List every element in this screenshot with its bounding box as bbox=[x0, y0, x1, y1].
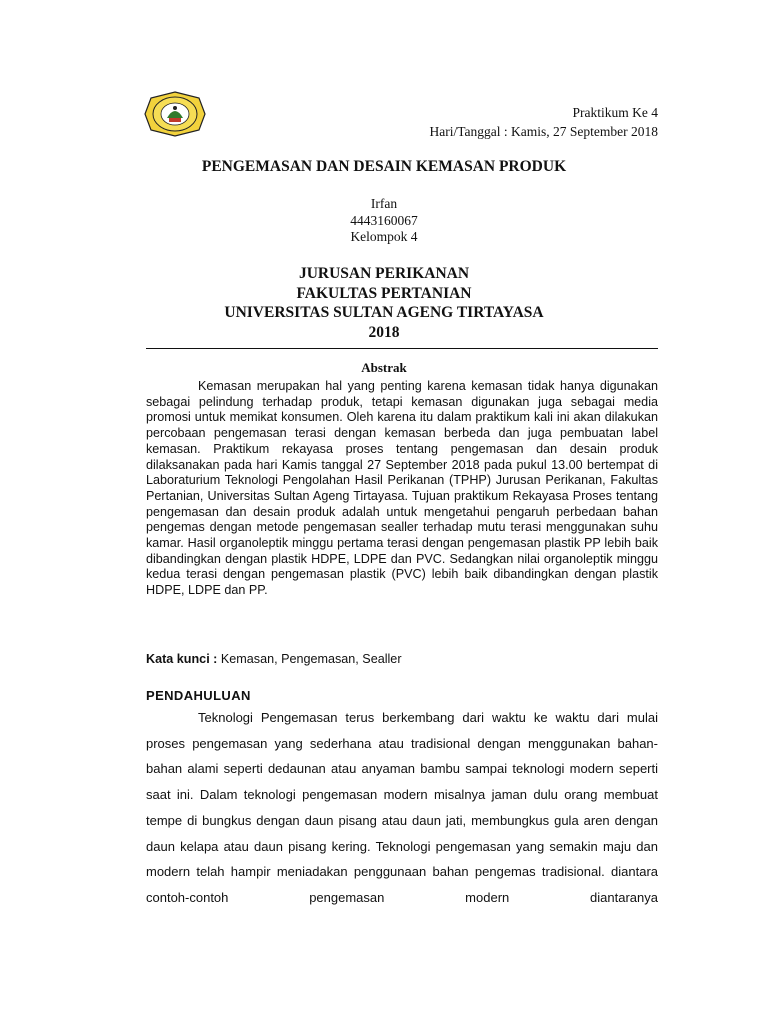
document-title: PENGEMASAN DAN DESAIN KEMASAN PRODUK bbox=[201, 158, 567, 175]
praktikum-number: Praktikum Ke 4 bbox=[572, 105, 658, 120]
keywords-label: Kata kunci : bbox=[146, 652, 218, 666]
department: JURUSAN PERIKANAN bbox=[298, 265, 470, 282]
document-header bbox=[429, 103, 658, 141]
section-text: Teknologi Pengemasan terus berkembang dari waktu ke waktu dari mulai proses pengemasan yang sederhana atau tradisional dengan menggunakan bahan-bahan alami seperti dedaunan atau anyaman bambu sampai teknologi modern seperti saat ini. Dalam teknologi pengemasan modern misalnya jaman dulu orang membuat tempe di bungkus dengan daun pisang atau daun jati, membungkus gula aren dengan daun kelapa atau daun pisang kering. Teknologi pengemasan yang semakin maju dan modern telah hampir meniadakan penggunaan bahan pengemas tradisional. diantara contoh-contoh pengemasan modern diantaranya bbox=[146, 710, 658, 905]
abstract-text: Kemasan merupakan hal yang penting karena kemasan tidak hanya digunakan sebagai pelindung terhadap produk, tetapi kemasan digunakan juga sebagai media promosi untuk memikat konsumen. Oleh karena itu dalam praktikum kali ini akan dilakukan percobaan pengemasan terasi dengan kemasan berbeda dan juga pembuatan label kemasan. Praktikum rekayasa proses tentang pengemasan dan desain produk dilaksanakan pada hari Kamis tanggal 27 September 2018 pada pukul 13.00 bertempat di Laboraturium Teknologi Pengolahan Hasil Perikanan (TPHP) Jurusan Perikanan, Fakultas Pertanian, Universitas Sultan Ageng Tirtayasa. Tujuan praktikum Rekayasa Proses tentang pengemasan dan desain produk adalah untuk mengetahui pengaruh perbedaan bahan pengemas dengan metode pengemasan sealler terhadap mutu terasi menggunakan suhu kamar. Hasil organoleptik minggu pertama terasi dengan pengemasan plastik PP lebih baik dibandingkan dengan plastik HDPE, LDPE dan PVC. Sedangkan nilai organoleptik minggu kedua terasi dengan pengemasan plastik (PVC) lebih baik dibandingkan dengan plastik HDPE, LDPE dan PP. bbox=[146, 379, 658, 598]
keywords-line bbox=[146, 652, 658, 666]
university-logo bbox=[143, 90, 207, 138]
author-group: Kelompok 4 bbox=[350, 229, 418, 244]
university: UNIVERSITAS SULTAN AGENG TIRTAYASA bbox=[224, 304, 544, 321]
abstract-heading: Abstrak bbox=[361, 360, 407, 375]
author-name: Irfan bbox=[370, 196, 398, 211]
divider-line bbox=[146, 348, 658, 349]
date-line: Hari/Tanggal : Kamis, 27 September 2018 bbox=[429, 124, 658, 139]
keywords-value: Kemasan, Pengemasan, Sealler bbox=[217, 652, 402, 666]
author-block bbox=[0, 196, 768, 246]
section-heading: PENDAHULUAN bbox=[146, 688, 251, 703]
year: 2018 bbox=[368, 323, 400, 341]
faculty: FAKULTAS PERTANIAN bbox=[296, 284, 472, 302]
section-paragraph bbox=[146, 705, 658, 911]
author-nim: 4443160067 bbox=[350, 212, 418, 228]
abstract-paragraph bbox=[146, 379, 658, 599]
institution-block bbox=[0, 264, 768, 342]
